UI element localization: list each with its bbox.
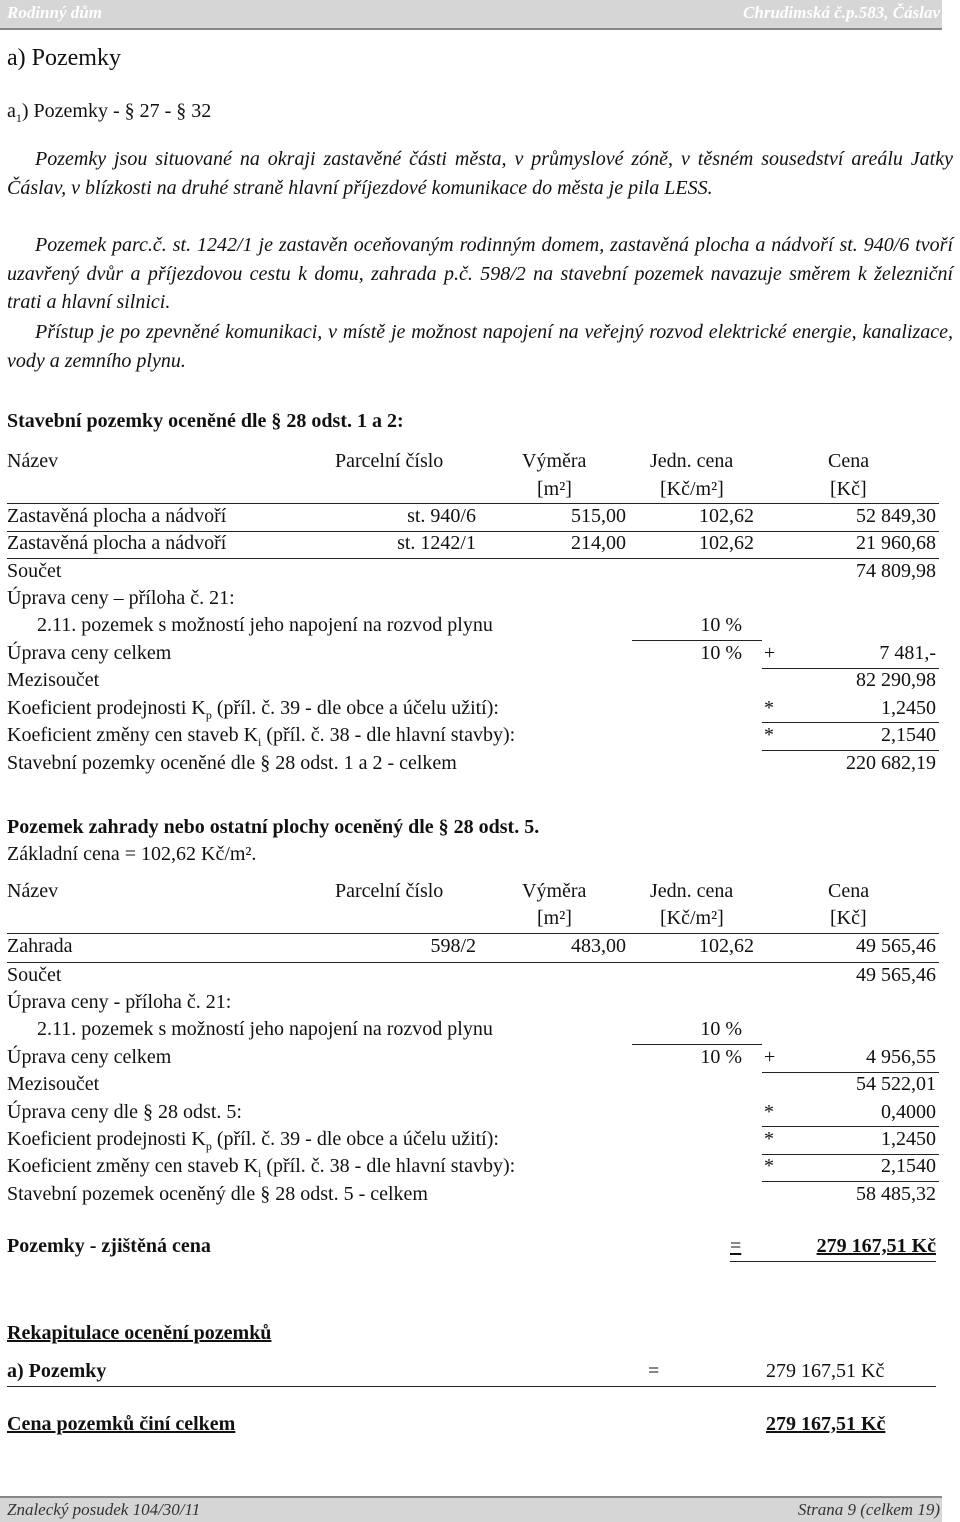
adjustment-total-op: + [764, 1046, 776, 1068]
result-label: Pozemky - zjištěná cena [7, 1235, 211, 1257]
block2-total-label: Stavební pozemek oceněný dle § 28 odst. 5 - celkem [7, 1183, 428, 1205]
footer-right: Strana 9 (celkem 19) [797, 1500, 940, 1519]
recap-item-value: 279 167,51 Kč [766, 1360, 885, 1382]
adjustment-item-pct: 10 % [700, 614, 742, 636]
ki-op: * [764, 1155, 774, 1177]
ki-label: Koeficient změny cen staveb $K_i$ (příl. č. 38 - dle hlavní stavby): [7, 1155, 516, 1180]
adjustment-item-pct: 10 % [700, 1018, 742, 1040]
adjustment-label: Úprava ceny – příloha č. 21: [7, 587, 235, 609]
col-price-unit: [Kč] [830, 907, 867, 929]
col-area-header: Výměra [522, 880, 587, 902]
result-op: = [730, 1235, 742, 1257]
adjustment-28-5-value: 0,4000 [881, 1101, 936, 1123]
ki-value: 2,1540 [881, 1155, 936, 1177]
header-left: Rodinný dům [7, 3, 102, 22]
col-unit-price-unit: [Kč/m²] [660, 478, 724, 500]
adjustment-total-pct: 10 % [700, 642, 742, 664]
col-unit-price-header: Jedn. cena [650, 450, 734, 472]
subtotal-label: Mezisoučet [7, 1073, 100, 1095]
footer-left: Znalecký posudek 104/30/11 [7, 1500, 201, 1519]
col-unit-price-unit: [Kč/m²] [660, 907, 724, 929]
kp-op: * [764, 1128, 774, 1150]
subtotal-value: 54 522,01 [856, 1073, 936, 1095]
col-unit-price-header: Jedn. cena [650, 880, 734, 902]
col-area-header: Výměra [522, 450, 587, 472]
col-parcel-header: Parcelní číslo [335, 450, 444, 472]
col-name-header: Název [7, 880, 59, 902]
result-value: 279 167,51 Kč [816, 1235, 936, 1257]
adjustment-total-value: 4 956,55 [866, 1046, 936, 1068]
section-title: a) Pozemky [7, 45, 121, 71]
subtotal-value: 82 290,98 [856, 669, 936, 691]
ki-op: * [764, 724, 774, 746]
ki-value: 2,1540 [881, 724, 936, 746]
header-right: Chrudimská č.p.583, Čáslav [743, 3, 940, 22]
col-price-header: Cena [828, 880, 870, 902]
intro-paragraph-3: Přístup je po zpevněné komunikaci, v místě je možnost napojení na veřejný rozvod elektrické energie, kanalizace, vody a zemního plynu. [7, 321, 953, 372]
subsection-title: $a_1$) Pozemky - § 27 - § 32 [7, 100, 212, 125]
adjustment-total-value: 7 481,- [879, 642, 936, 664]
adjustment-total-label: Úprava ceny celkem [7, 1046, 172, 1068]
col-price-unit: [Kč] [830, 478, 867, 500]
block1-title: Stavební pozemky oceněné dle § 28 odst. 1 a 2: [7, 410, 404, 432]
block2-base-price: Základní cena = 102,62 Kč/m². [7, 843, 257, 865]
adjustment-28-5-op: * [764, 1101, 774, 1123]
adjustment-28-5-label: Úprava ceny dle § 28 odst. 5: [7, 1101, 242, 1123]
col-price-header: Cena [828, 450, 870, 472]
recap-item-op: = [648, 1360, 660, 1382]
kp-label: Koeficient prodejnosti $K_p$ (příl. č. 39 - dle obce a účelu užití): [7, 697, 499, 722]
col-area-unit: [m²] [537, 907, 572, 929]
adjustment-label: Úprava ceny - příloha č. 21: [7, 991, 232, 1013]
sum-label: Součet [7, 560, 62, 582]
kp-op: * [764, 697, 774, 719]
adjustment-item: 2.11. pozemek s možností jeho napojení na rozvod plynu [37, 1018, 493, 1040]
adjustment-item: 2.11. pozemek s možností jeho napojení na rozvod plynu [37, 614, 493, 636]
col-parcel-header: Parcelní číslo [335, 880, 444, 902]
block1-total-label: Stavební pozemky oceněné dle § 28 odst. 1 a 2 - celkem [7, 752, 457, 774]
adjustment-total-pct: 10 % [700, 1046, 742, 1068]
adjustment-total-label: Úprava ceny celkem [7, 642, 172, 664]
subtotal-label: Mezisoučet [7, 669, 100, 691]
block1-total-value: 220 682,19 [846, 752, 936, 774]
sum-value: 49 565,46 [856, 964, 936, 986]
page-footer [0, 1496, 942, 1522]
intro-paragraph-1: Pozemky jsou situované na okraji zastavěné části města, v průmyslové zóně, v těsném sousedství areálu Jatky Čáslav, v blízkosti na druhé straně hlavní příjezdové komunikace do města je pila LESS. [7, 148, 953, 199]
page-header [0, 0, 942, 30]
sum-value: 74 809,98 [856, 560, 936, 582]
block2-title: Pozemek zahrady nebo ostatní plochy oceněný dle § 28 odst. 5. [7, 816, 540, 838]
recap-total-value: 279 167,51 Kč [766, 1413, 886, 1435]
kp-label: Koeficient prodejnosti $K_p$ (příl. č. 39 - dle obce a účelu užití): [7, 1128, 499, 1153]
kp-value: 1,2450 [881, 1128, 936, 1150]
intro-paragraph-2: Pozemek parc.č. st. 1242/1 je zastavěn oceňovaným rodinným domem, zastavěná plocha a nádvoří st. 940/6 tvoří uzavřený dvůr a příjezdovou cestu k domu, zahrada p.č. 598/2 na stavební pozemek navazuje směrem k železniční trati a hlavní silnici. [7, 234, 953, 313]
adjustment-total-op: + [764, 642, 776, 664]
ki-label: Koeficient změny cen staveb $K_i$ (příl. č. 38 - dle hlavní stavby): [7, 724, 516, 749]
recap-total-label: Cena pozemků činí celkem [7, 1413, 236, 1435]
recap-item-label: a) Pozemky [7, 1360, 107, 1382]
sum-label: Součet [7, 964, 62, 986]
kp-value: 1,2450 [881, 697, 936, 719]
recap-title: Rekapitulace ocenění pozemků [7, 1322, 272, 1344]
col-area-unit: [m²] [537, 478, 572, 500]
col-name-header: Název [7, 450, 59, 472]
block2-total-value: 58 485,32 [856, 1183, 936, 1205]
